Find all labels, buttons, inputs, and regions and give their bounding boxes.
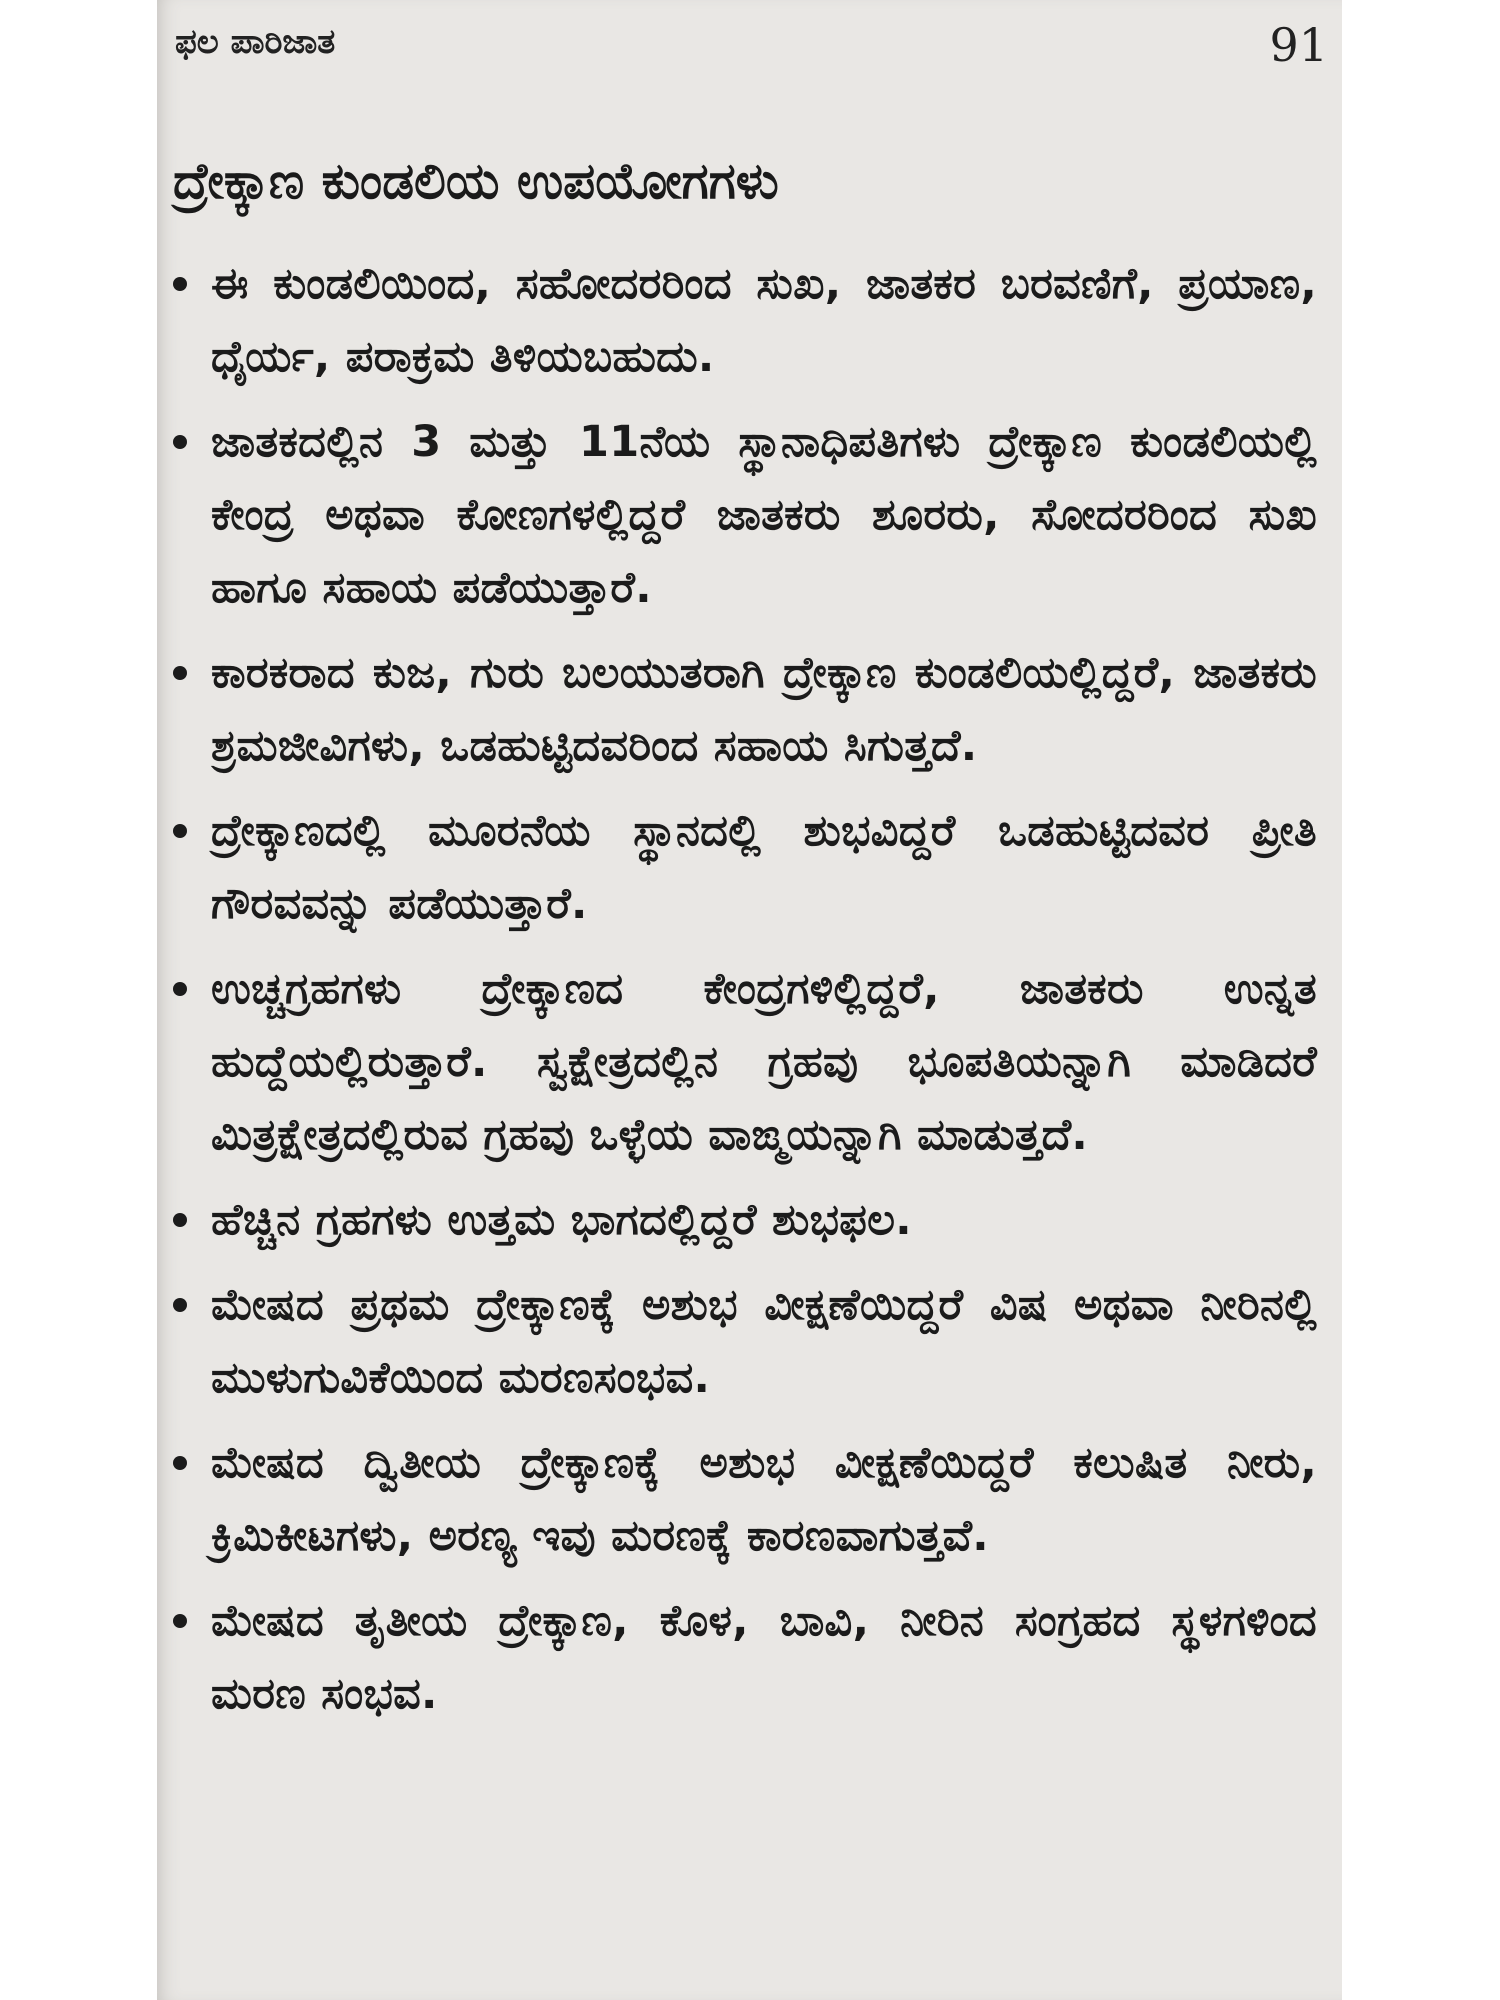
bullet-text: ದ್ರೇಕ್ಕಾಣದಲ್ಲಿ ಮೂರನೆಯ ಸ್ಥಾನದಲ್ಲಿ ಶುಭವಿದ್ದರೆ ಒಡಹುಟ್ಟಿದವರ ಪ್ರೀತಿ ಗೌರವವನ್ನು ಪಡೆಯುತ್ತಾರೆ. [211,806,1317,929]
book-page [157,0,1342,2000]
bullet-text: ಮೇಷದ ಪ್ರಥಮ ದ್ರೇಕ್ಕಾಣಕ್ಕೆ ಅಶುಭ ವೀಕ್ಷಣೆಯಿದ್ದರೆ ವಿಷ ಅಥವಾ ನೀರಿನಲ್ಲಿ ಮುಳುಗುವಿಕೆಯಿಂದ ಮರಣಸಂಭವ. [211,1280,1317,1403]
bullet-icon [173,666,187,680]
bullet-text: ಮೇಷದ ತೃತೀಯ ದ್ರೇಕ್ಕಾಣ, ಕೊಳ, ಬಾವಿ, ನೀರಿನ ಸಂಗ್ರಹದ ಸ್ಥಳಗಳಿಂದ ಮರಣ ಸಂಭವ. [211,1596,1317,1719]
bullet-text: ಉಚ್ಚಗ್ರಹಗಳು ದ್ರೇಕ್ಕಾಣದ ಕೇಂದ್ರಗಳಿಲ್ಲಿದ್ದರೆ, ಜಾತಕರು ಉನ್ನತ ಹುದ್ದೆಯಲ್ಲಿರುತ್ತಾರೆ. ಸ್ವಕ್ಷೇತ್ರದಲ್ಲಿನ ಗ್ರಹವು ಭೂಪತಿಯನ್ನಾಗಿ ಮಾಡಿದರೆ ಮಿತ್ರಕ್ಷೇತ್ರದಲ್ಲಿರುವ ಗ್ರಹವು ಒಳ್ಳೆಯ ವಾಙ್ಮಯನ್ನಾಗಿ ಮಾಡುತ್ತದೆ. [211,964,1317,1160]
bullet-icon [173,277,187,291]
bullet-item [169,637,1317,783]
page-number: 91 [1269,18,1328,72]
bullet-text: ಜಾತಕದಲ್ಲಿನ 3 ಮತ್ತು 11ನೆಯ ಸ್ಥಾನಾಧಿಪತಿಗಳು ದ್ರೇಕ್ಕಾಣ ಕುಂಡಲಿಯಲ್ಲಿ ಕೇಂದ್ರ ಅಥವಾ ಕೋಣಗಳಲ್ಲಿದ್ದರೆ ಜಾತಕರು ಶೂರರು, ಸೋದರರಿಂದ ಸುಖ ಹಾಗೂ ಸಹಾಯ ಪಡೆಯುತ್ತಾರೆ. [211,417,1317,613]
bullet-text: ಹೆಚ್ಚಿನ ಗ್ರಹಗಳು ಉತ್ತಮ ಭಾಗದಲ್ಲಿದ್ದರೆ ಶುಭಫಲ. [211,1195,912,1245]
bullet-icon [173,824,187,838]
running-title: ಫಲ ಪಾರಿಜಾತ [175,22,336,62]
bullet-item [169,248,1317,394]
section-title: ದ್ರೇಕ್ಕಾಣ ಕುಂಡಲಿಯ ಉಪಯೋಗಗಳು [173,152,779,210]
bullet-icon [173,1298,187,1312]
bullet-text: ಈ ಕುಂಡಲಿಯಿಂದ, ಸಹೋದರರಿಂದ ಸುಖ, ಜಾತಕರ ಬರವಣಿಗೆ, ಪ್ರಯಾಣ, ಧೈರ್ಯ, ಪರಾಕ್ರಮ ತಿಳಿಯಬಹುದು. [211,259,1317,382]
bullet-item [169,1585,1317,1731]
bullet-item [169,1427,1317,1573]
bullet-text: ಮೇಷದ ದ್ವಿತೀಯ ದ್ರೇಕ್ಕಾಣಕ್ಕೆ ಅಶುಭ ವೀಕ್ಷಣೆಯಿದ್ದರೆ ಕಲುಷಿತ ನೀರು, ಕ್ರಿಮಿಕೀಟಗಳು, ಅರಣ್ಯ ಇವು ಮರಣಕ್ಕೆ ಕಾರಣವಾಗುತ್ತವೆ. [211,1438,1317,1561]
bullet-icon [173,982,187,996]
bullet-item [169,1269,1317,1415]
bullet-item [169,406,1317,625]
bullet-text: ಕಾರಕರಾದ ಕುಜ, ಗುರು ಬಲಯುತರಾಗಿ ದ್ರೇಕ್ಕಾಣ ಕುಂಡಲಿಯಲ್ಲಿದ್ದರೆ, ಜಾತಕರು ಶ್ರಮಜೀವಿಗಳು, ಒಡಹುಟ್ಟಿದವರಿಂದ ಸಹಾಯ ಸಿಗುತ್ತದೆ. [211,648,1317,771]
bullet-icon [173,435,187,449]
bullet-list [169,248,1317,1743]
bullet-item [169,953,1317,1172]
bullet-item [169,1184,1317,1257]
bullet-icon [173,1456,187,1470]
bullet-icon [173,1213,187,1227]
bullet-icon [173,1614,187,1628]
bullet-item [169,795,1317,941]
